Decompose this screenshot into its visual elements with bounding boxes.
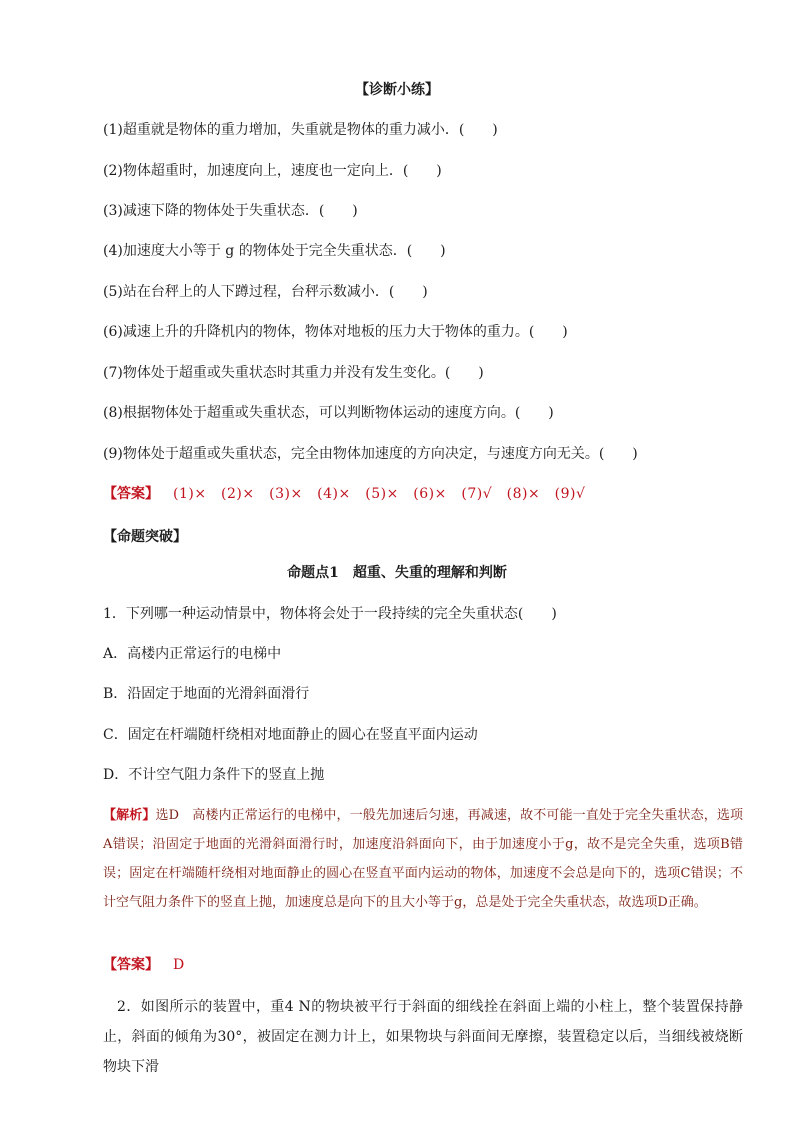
q2-stem: 2．如图所示的装置中，重4 N的物块被平行于斜面的细线拴在斜面上端的小柱上，整个装置保持静止，斜面的倾角为30°，被固定在测力计上，如果物块与斜面间无摩擦，装置稳定以后，当细线被烧断物块下滑 [103,999,743,1075]
q1-answer-label: 【答案】 [103,957,159,973]
diagnosis-item-6: (6)减速上升的升降机内的物体，物体对地板的压力大于物体的重力。( ) [103,324,568,340]
diagnosis-item-5: (5)站在台秤上的人下蹲过程，台秤示数减小．( ) [103,284,428,300]
q1-stem: 1．下列哪一种运动情景中，物体将会处于一段持续的完全失重状态( ) [103,606,557,622]
answer-label: 【答案】 [103,486,159,502]
q1-answer [103,955,184,975]
diagnosis-item-9: (9)物体处于超重或失重状态，完全由物体加速度的方向决定，与速度方向无关。( ) [103,446,638,462]
q1-option-d: D．不计空气阻力条件下的竖直上抛 [103,767,325,783]
analysis-text: 选D 高楼内正常运行的电梯中，一般先加速后匀速，再减速，故不可能一直处于完全失重状态，选项A错误；沿固定于地面的光滑斜面滑行时，加速度沿斜面向下，由于加速度小于g，故不是完全失重，选项B错误；固定在杆端随杆绕相对地面静止的圆心在竖直平面内运动的物体，加速度不会总是向下的，选项C错误；不计空气阻力条件下的竖直上抛，加速度总是向下的且大小等于g，总是处于完全失重状态，故选项D正确。 [103,808,743,910]
answer-items: (1)× (2)× (3)× (4)× (5)× (6)× (7)√ (8)× (9)√ [173,486,586,502]
diagnosis-item-1: (1)超重就是物体的重力增加，失重就是物体的重力减小．( ) [103,122,498,138]
diagnosis-item-3: (3)减速下降的物体处于失重状态．( ) [103,203,358,219]
q1-option-b: B．沿固定于地面的光滑斜面滑行 [103,686,310,702]
point-title: 命题点1 超重、失重的理解和判断 [287,565,507,581]
q1-option-c: C．固定在杆端随杆绕相对地面静止的圆心在竖直平面内运动 [103,727,478,743]
diagnosis-title: 【诊断小练】 [355,82,439,98]
diagnosis-item-8: (8)根据物体处于超重或失重状态，可以判断物体运动的速度方向。( ) [103,405,554,421]
q1-answer-value: D [173,957,185,973]
breakthrough-title: 【命题突破】 [103,529,187,545]
diagnosis-item-7: (7)物体处于超重或失重状态时其重力并没有发生变化。( ) [103,365,484,381]
diagnosis-answer [103,484,585,504]
diagnosis-item-4: (4)加速度大小等于 g 的物体处于完全失重状态．( ) [103,243,446,259]
diagnosis-item-2: (2)物体超重时，加速度向上，速度也一定向上．( ) [103,163,442,179]
q1-analysis [103,801,743,917]
q1-option-a: A．高楼内正常运行的电梯中 [103,646,282,662]
analysis-label: 【解析】 [103,808,156,823]
